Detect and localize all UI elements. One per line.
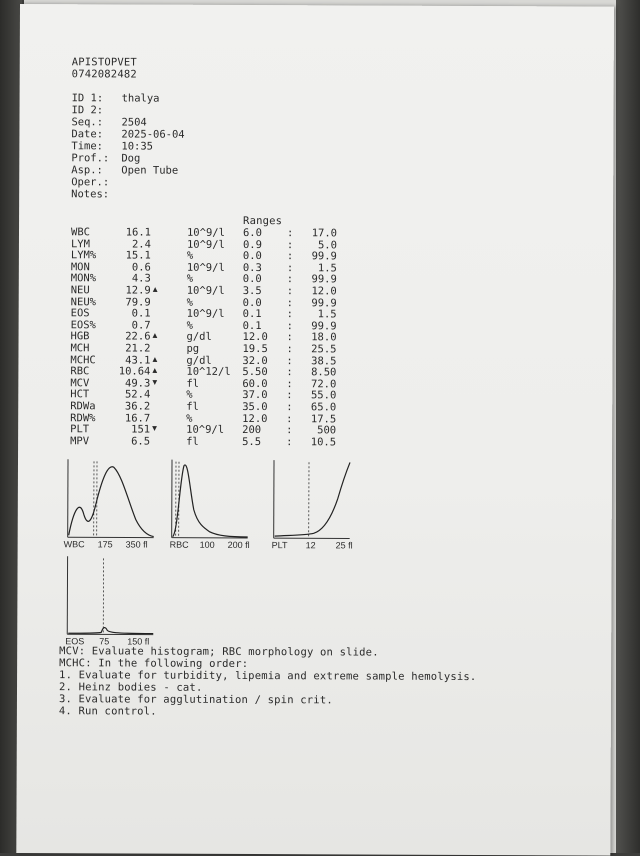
result-range-high: 25.5 <box>304 343 336 355</box>
range-separator: : <box>286 436 292 448</box>
result-param: MCH <box>70 342 89 354</box>
result-range-low: 5.5 <box>242 436 261 448</box>
result-param: NEU <box>71 284 90 296</box>
result-unit: % <box>187 250 193 262</box>
patient-field-value: 10:35 <box>121 140 153 152</box>
result-range-low: 200 <box>242 424 261 436</box>
result-value: 0.6 <box>101 261 151 273</box>
result-param: MON% <box>71 273 96 285</box>
result-param: RDWa <box>70 400 95 412</box>
result-flag: ▼ <box>152 424 157 433</box>
result-range-high: 99.9 <box>305 320 337 332</box>
result-flag: ▲ <box>153 285 158 294</box>
result-param: MON <box>71 261 90 273</box>
eos-histogram <box>65 556 155 646</box>
result-param: RDW% <box>70 412 95 424</box>
result-flag: ▼ <box>152 377 157 386</box>
range-separator: : <box>286 424 292 436</box>
note-step-2: 2. Heinz bodies - cat. <box>59 681 203 694</box>
result-value: 52.4 <box>100 389 150 401</box>
result-range-high: 1.5 <box>305 308 337 320</box>
patient-field-value: 2504 <box>121 116 146 128</box>
result-range-high: 12.0 <box>305 285 337 297</box>
patient-field-label: Date: <box>71 128 103 140</box>
result-unit: g/dl <box>187 331 212 343</box>
result-unit: 10^9/l <box>186 424 224 436</box>
result-param: MCV <box>70 377 89 389</box>
result-unit: % <box>187 320 193 332</box>
result-param: NEU% <box>71 296 96 308</box>
result-param: MCHC <box>70 354 95 366</box>
range-separator: : <box>287 250 293 262</box>
results-table <box>18 226 613 469</box>
result-value: 0.7 <box>101 319 151 331</box>
patient-field-value: Open Tube <box>121 164 178 176</box>
result-param: HGB <box>71 331 90 343</box>
patient-field-label: Oper.: <box>71 176 109 188</box>
patient-info <box>71 92 371 203</box>
plt-histogram-plot <box>272 460 352 540</box>
wbc-histogram <box>66 459 156 549</box>
result-range-low: 0.1 <box>243 320 262 332</box>
result-range-high: 10.5 <box>304 436 336 448</box>
result-range-high: 1.5 <box>305 262 337 274</box>
range-separator: : <box>286 343 292 355</box>
result-unit: pg <box>186 343 199 355</box>
result-value: 21.2 <box>100 342 150 354</box>
result-value: 49.3 <box>100 377 150 389</box>
range-separator: : <box>287 227 293 239</box>
ranges-header: Ranges <box>243 215 282 227</box>
result-range-low: 3.5 <box>243 285 262 297</box>
patient-field-value: thalya <box>122 92 160 104</box>
note-mcv: MCV: Evaluate histogram; RBC morphology on slide. <box>59 645 379 658</box>
result-range-low: 12.0 <box>243 331 268 343</box>
result-range-high: 65.0 <box>304 401 336 413</box>
result-value: 36.2 <box>100 400 150 412</box>
result-param: LYM <box>71 238 90 250</box>
plt-hist-tick-max: 25 fl <box>336 540 353 550</box>
result-param: MPV <box>70 435 89 447</box>
rbc-histogram <box>170 460 260 550</box>
result-range-high: 38.5 <box>304 355 336 367</box>
eos-hist-tick-mid: 75 <box>99 636 109 646</box>
clinic-name: APISTOPVET <box>72 56 137 68</box>
patient-field-label: Time: <box>71 140 103 152</box>
note-step-3: 3. Evaluate for agglutination / spin crit. <box>59 693 333 706</box>
result-range-low: 0.0 <box>243 297 262 309</box>
range-separator: : <box>287 308 293 320</box>
range-separator: : <box>287 285 293 297</box>
plt-hist-tick-mid: 12 <box>306 540 316 550</box>
patient-field-label: ID 1: <box>72 92 104 104</box>
result-value: 16.1 <box>101 226 151 238</box>
result-range-high: 72.0 <box>304 378 336 390</box>
range-separator: : <box>286 366 292 378</box>
result-range-low: 0.3 <box>243 262 262 274</box>
printout-page <box>16 4 614 856</box>
result-unit: fl <box>186 378 199 390</box>
result-value: 6.5 <box>100 435 150 447</box>
range-separator: : <box>286 355 292 367</box>
result-value: 151 <box>100 424 150 436</box>
rbc-hist-tick-max: 200 fl <box>228 540 250 550</box>
result-value: 22.6 <box>101 331 151 343</box>
result-value: 12.9 <box>101 284 151 296</box>
result-unit: 10^12/l <box>186 366 230 378</box>
patient-field-value: 2025-06-04 <box>121 128 184 140</box>
result-flag: ▲ <box>153 331 158 340</box>
eos-hist-tick-max: 150 fl <box>127 636 149 646</box>
range-separator: : <box>286 401 292 413</box>
result-unit: % <box>186 389 192 401</box>
result-range-high: 99.9 <box>305 250 337 262</box>
result-range-low: 5.50 <box>242 366 267 378</box>
result-unit: 10^9/l <box>187 285 225 297</box>
note-mchc: MCHC: In the following order: <box>59 657 248 670</box>
result-flag: ▲ <box>152 366 157 375</box>
result-range-low: 19.5 <box>242 343 267 355</box>
result-value: 15.1 <box>101 250 151 262</box>
patient-field-label: Prof.: <box>71 152 109 164</box>
eos-hist-label: EOS <box>65 636 84 646</box>
patient-field-value: Dog <box>121 152 140 164</box>
result-range-low: 37.0 <box>242 389 267 401</box>
patient-field-label: Notes: <box>71 188 109 200</box>
plt-hist-label: PLT <box>272 540 288 550</box>
result-range-high: 17.5 <box>304 413 336 425</box>
result-param: EOS <box>71 307 90 319</box>
result-range-low: 0.9 <box>243 239 262 251</box>
eos-histogram-plot <box>65 556 155 636</box>
note-step-4: 4. Run control. <box>59 705 157 717</box>
result-param: PLT <box>70 423 89 435</box>
rbc-hist-tick-mid: 100 <box>200 540 215 550</box>
wbc-hist-tick-mid: 175 <box>98 539 113 549</box>
result-unit: % <box>186 412 192 424</box>
result-param: RBC <box>70 365 89 377</box>
result-unit: 10^9/l <box>187 308 225 320</box>
clinic-phone: 0742082482 <box>72 68 137 80</box>
result-range-low: 0.0 <box>243 273 262 285</box>
result-value: 16.7 <box>100 412 150 424</box>
result-range-high: 99.9 <box>305 297 337 309</box>
result-range-low: 12.0 <box>242 413 267 425</box>
range-separator: : <box>287 297 293 309</box>
range-separator: : <box>287 332 293 344</box>
result-range-low: 0.1 <box>243 308 262 320</box>
range-separator: : <box>287 239 293 251</box>
result-unit: 10^9/l <box>187 227 225 239</box>
result-range-low: 35.0 <box>242 401 267 413</box>
result-range-low: 32.0 <box>242 355 267 367</box>
result-range-high: 99.9 <box>305 274 337 286</box>
wbc-histogram-plot <box>66 459 156 539</box>
range-separator: : <box>287 262 293 274</box>
result-range-low: 0.0 <box>243 250 262 262</box>
patient-field-label: ID 2: <box>72 104 104 116</box>
result-flag: ▲ <box>152 354 157 363</box>
result-unit: % <box>187 273 193 285</box>
result-range-high: 500 <box>304 424 336 436</box>
rbc-histogram-plot <box>170 460 250 540</box>
rbc-hist-label: RBC <box>170 540 189 550</box>
result-value: 0.1 <box>101 308 151 320</box>
result-value: 43.1 <box>100 354 150 366</box>
result-row <box>18 435 612 450</box>
result-unit: 10^9/l <box>187 238 225 250</box>
result-param: HCT <box>70 389 89 401</box>
result-value: 10.64 <box>100 366 150 378</box>
result-unit: fl <box>186 436 199 448</box>
result-param: LYM% <box>71 249 96 261</box>
result-unit: 10^9/l <box>187 262 225 274</box>
wbc-hist-label: WBC <box>64 539 85 549</box>
result-value: 2.4 <box>101 238 151 250</box>
note-step-1: 1. Evaluate for turbidity, lipemia and extreme sample hemolysis. <box>59 669 476 683</box>
result-range-high: 55.0 <box>304 390 336 402</box>
patient-field-label: Seq.: <box>71 116 103 128</box>
result-range-high: 5.0 <box>305 239 337 251</box>
result-value: 79.9 <box>101 296 151 308</box>
range-separator: : <box>286 390 292 402</box>
result-unit: % <box>187 296 193 308</box>
range-separator: : <box>286 413 292 425</box>
result-value: 4.3 <box>101 273 151 285</box>
result-range-high: 17.0 <box>305 227 337 239</box>
range-separator: : <box>287 274 293 286</box>
result-unit: fl <box>186 401 199 413</box>
result-range-low: 60.0 <box>242 378 267 390</box>
result-range-low: 6.0 <box>243 227 262 239</box>
result-range-high: 18.0 <box>305 332 337 344</box>
result-range-high: 8.50 <box>304 366 336 378</box>
wbc-hist-tick-max: 350 fl <box>126 539 148 549</box>
result-unit: g/dl <box>186 354 211 366</box>
result-param: WBC <box>71 226 90 238</box>
range-separator: : <box>286 378 292 390</box>
plt-histogram <box>272 460 362 550</box>
result-param: EOS% <box>71 319 96 331</box>
range-separator: : <box>287 320 293 332</box>
patient-field-label: Asp.: <box>71 164 103 176</box>
